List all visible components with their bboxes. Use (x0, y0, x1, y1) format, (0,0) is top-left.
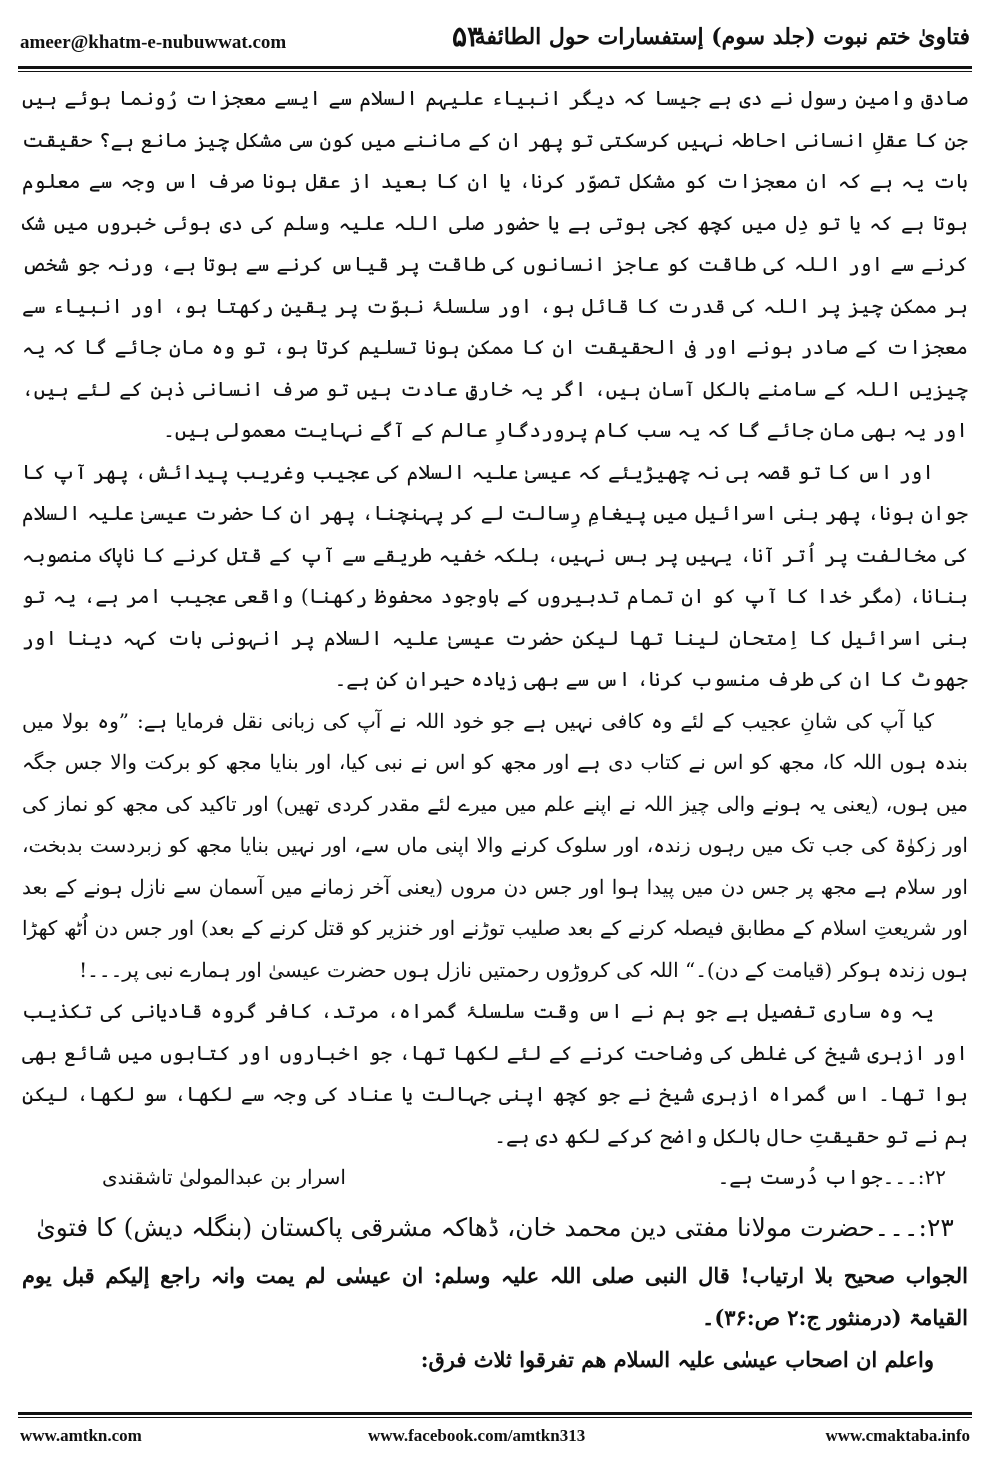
page-header (20, 18, 970, 62)
header-email: ameer@khatm-e-nubuwwat.com (20, 32, 287, 53)
answer-line: ۲۲:۔۔۔جواب دُرست ہے۔ (717, 1165, 946, 1189)
signatory-name: اسرار بن عبدالمولیٰ تاشقندی (102, 1165, 346, 1189)
arabic-answer: الجواب صحیح بلا ارتیاب! قال النبی صلی اللہ علیہ وسلم: ان عیسٰی لم یمت وانہ راجع إلیکم قبل یوم القیامۃ (درمنثور ج:۲ ص:۳۶)۔ (22, 1263, 968, 1330)
header-rule-thin (18, 71, 972, 72)
footer-link-amtkn: www.amtkn.com (20, 1426, 142, 1445)
footer-rule-thin (18, 1417, 972, 1418)
paragraph-1: صادق وامین رسول نے دی ہے جیسا کہ دیگر انبیاء علیہم السلام سے ایسے معجزات رُونما ہوئے ہیں جن کا عقلِ انسانی احاطہ نہیں کرسکتی تو پھر ان کے ماننے میں کون سی مشکل چیز مانع ہے؟ حقیقت بات یہ ہے کہ ان معجزات کو مشکل تصوّر کرنا، یا ان کا بعید از عقل ہونا صرف اس وجہ سے معلوم ہوتا ہے کہ یا تو دِل میں کچھ کجی ہوتی ہے یا حضور صلی اللہ علیہ وسلم کی دی ہوئی خبروں میں شک کرنے سے اور اللہ کی طاقت کو عاجز انسانوں کی طاقت پر قیاس کرنے سے ہوتا ہے، ورنہ جو شخص ہر ممکن چیز پر اللہ کی قدرت کا قائل ہو، اور سلسلۂ نبوّت پر یقین رکھتا ہو، اور انبیاء سے معجزات کے صادر ہونے اور فی الحقیقت ان کا ممکن ہونا تسلیم کرتا ہو، تو وہ مان جائے گا کہ یہ چیزیں اللہ کے سامنے بالکل آسان ہیں، اگر یہ خارقِ عادت ہیں تو صرف انسانی ذہن کے لئے ہیں، اور یہ بھی مان جائے گا کہ یہ سب کام پروردگارِ عالم کے آگے نہایت معمولی ہیں۔ (22, 86, 968, 442)
footer-link-cmaktaba: www.cmaktaba.info (825, 1426, 970, 1445)
page-footer (20, 1422, 970, 1452)
footer-rule (18, 1412, 972, 1415)
header-rule (18, 66, 972, 69)
book-title: فتاویٰ ختم نبوت (جلد سوم) إستفسارات حول الطائفة (474, 24, 970, 50)
fatwa-heading: ۲۳:۔۔۔حضرت مولانا مفتی دین محمد خان، ڈھاکہ مشرقی پاکستان (بنگلہ دیش) کا فتویٰ (36, 1213, 954, 1242)
paragraph-2: اور اس کا تو قصہ ہی نہ چھیڑیئے کہ عیسیٰ علیہ السلام کی عجیب وغریب پیدائش، پھر آپ کا جوان ہونا، پھر بنی اسرائیل میں پیغامِ رِسالت لے کر پہنچنا، پھر ان کا حضرت عیسیٰ علیہ السلام کی مخالفت پر اُتر آنا، یہیں پر بس نہیں، بلکہ خفیہ طریقے سے آپ کے قتل کرنے کا ناپاک منصوبہ بنانا، (مگر خدا کا آپ کو ان تمام تدبیروں کے باوجود محفوظ رکھنا) واقعی عجیب امر ہے، یہ تو بنی اسرائیل کا اِمتحان لینا تھا لیکن حضرت عیسیٰ علیہ السلام پر انہونی بات کہہ دینا اور جھوٹ کا ان کی طرف منسوب کرنا، اس سے بھی زیادہ حیران کن ہے۔ (22, 459, 968, 691)
arabic-continuation: واعلم ان اصحاب عیسٰی علیہ السلام ھم تفرقوا ثلاث فرق: (420, 1347, 934, 1372)
footer-link-facebook: www.facebook.com/amtkn313 (368, 1426, 586, 1445)
page-number: ۵۳ (452, 20, 483, 53)
paragraph-4: یہ وہ ساری تفصیل ہے جو ہم نے اس وقت سلسلۂ گمراہ، مرتد، کافر گروہ قادیانی کی تکذیب اور ازہری شیخ کی غلطی کی وضاحت کرنے کے لئے لکھا تھا، جو اخباروں اور کتابوں میں شائع بھی ہوا تھا۔ اس گمراہ ازہری شیخ نے جو کچھ اپنی جہالت یا عناد کی وجہ سے لکھا، سو لکھا، لیکن ہم نے تو حقیقتِ حال بالکل واضح کرکے لکھ دی ہے۔ (22, 999, 968, 1148)
paragraph-3: کیا آپ کی شانِ عجیب کے لئے وہ کافی نہیں ہے جو خود اللہ نے آپ کی زبانی نقل فرمایا ہے: ”وہ بولا میں بندہ ہوں اللہ کا، مجھ کو اس نے کتاب دی ہے اور مجھ کو اس نے نبی کیا، اور بنایا مجھ کو برکت والا جس جگہ میں ہوں، (یعنی یہ ہونے والی چیز اللہ نے اپنے علم میں میرے لئے مقدر کردی تھیں) اور تاکید کی مجھ کو نماز کی اور زکوٰۃ کی جب تک میں رہوں زندہ، اور سلوک کرنے والا اپنی ماں سے، اور نہیں بنایا مجھ کو زبردست بدبخت، اور سلام ہے مجھ پر جس دن میں پیدا ہوا اور جس دن مروں (یعنی آخر زمانے میں آسمان سے نازل ہونے کے بعد اور شریعتِ اسلام کے مطابق فیصلہ کرنے کے بعد صلیب توڑنے اور خنزیر کو قتل کرنے کے بعد) اور جس دن اُٹھ کھڑا ہوں زندہ ہوکر (قیامت کے دن)۔“ اللہ کی کروڑوں رحمتیں نازل ہوں حضرت عیسیٰ اور ہمارے نبی پر۔۔۔! (22, 708, 968, 982)
signature-row (22, 1157, 968, 1201)
page-body (22, 78, 968, 1408)
